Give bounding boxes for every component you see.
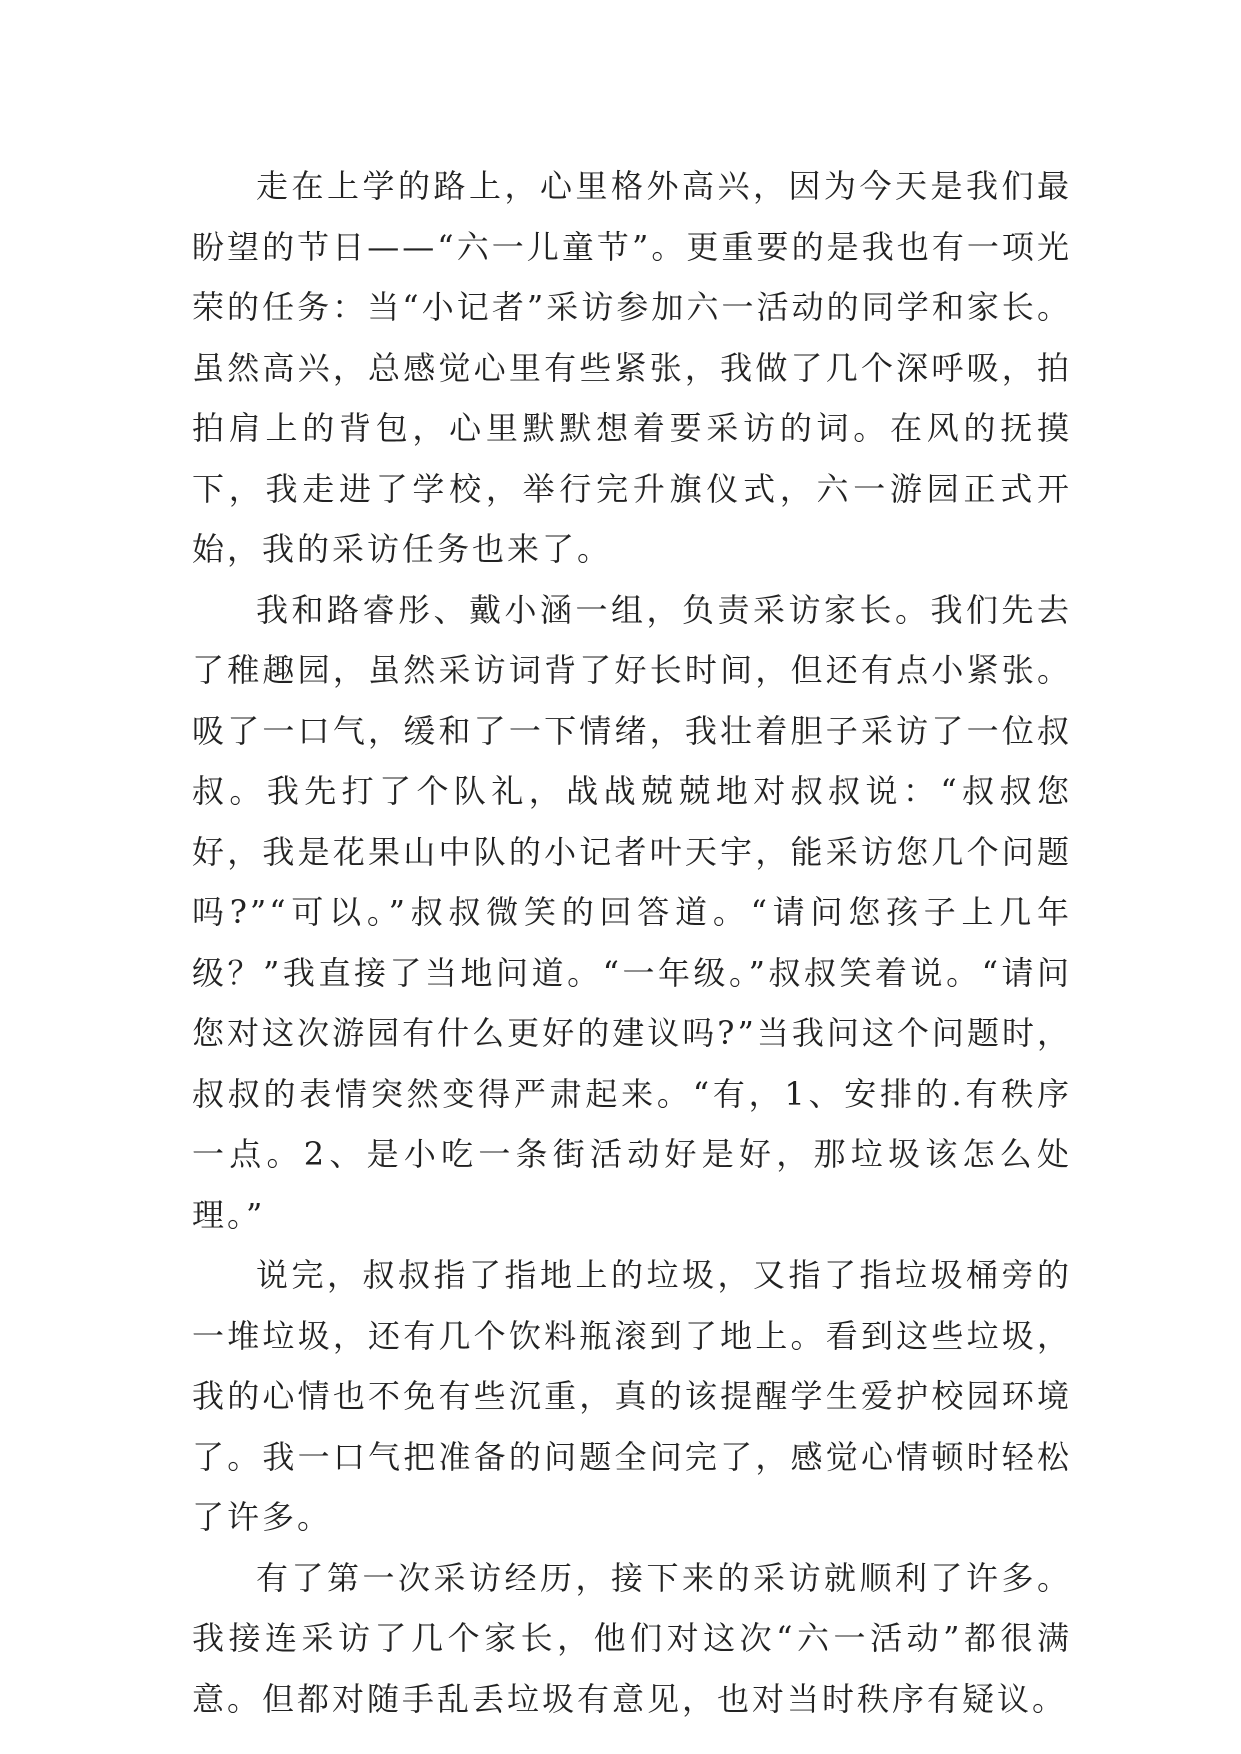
paragraph-4: 有了第一次采访经历，接下来的采访就顺利了许多。我接连采访了几个家长，他们对这次“六一活动”都很满意。但都对随手乱丢垃圾有意见，也对当时秩序有疑议。 — [192, 1558, 1072, 1718]
paragraph-2: 我和路睿彤、戴小涵一组，负责采访家长。我们先去了稚趣园，虽然采访词背了好长时间，但还有点小紧张。吸了一口气，缓和了一下情绪，我壮着胆子采访了一位叔叔。我先打了个队礼，战战兢兢地对叔叔说：“叔叔您好，我是花果山中队的小记者叶天宇，能采访您几个问题吗?”“可以。”叔叔微笑的回答道。“请问您孩子上几年级？”我直接了当地问道。“一年级。”叔叔笑着说。“请问您对这次游园有什么更好的建议吗?”当我问这个问题时，叔叔的表情突然变得严肃起来。“有，1、安排的.有秩序一点。2、是小吃一条街活动好是好，那垃圾该怎么处理。” — [192, 590, 1072, 1234]
paragraph-1: 走在上学的路上，心里格外高兴，因为今天是我们最盼望的节日——“六一儿童节”。更重要的是我也有一项光荣的任务：当“小记者”采访参加六一活动的同学和家长。虽然高兴，总感觉心里有些紧张，我做了几个深呼吸，拍拍肩上的背包，心里默默想着要采访的词。在风的抚摸下，我走进了学校，举行完升旗仪式，六一游园正式开始，我的采访任务也来了。 — [192, 167, 1072, 568]
paragraph-3: 说完，叔叔指了指地上的垃圾，又指了指垃圾桶旁的一堆垃圾，还有几个饮料瓶滚到了地上。看到这些垃圾，我的心情也不免有些沉重，真的该提醒学生爱护校园环境了。我一口气把准备的问题全问完了，感觉心情顿时轻松了许多。 — [192, 1256, 1072, 1536]
document-body — [192, 156, 1072, 1729]
